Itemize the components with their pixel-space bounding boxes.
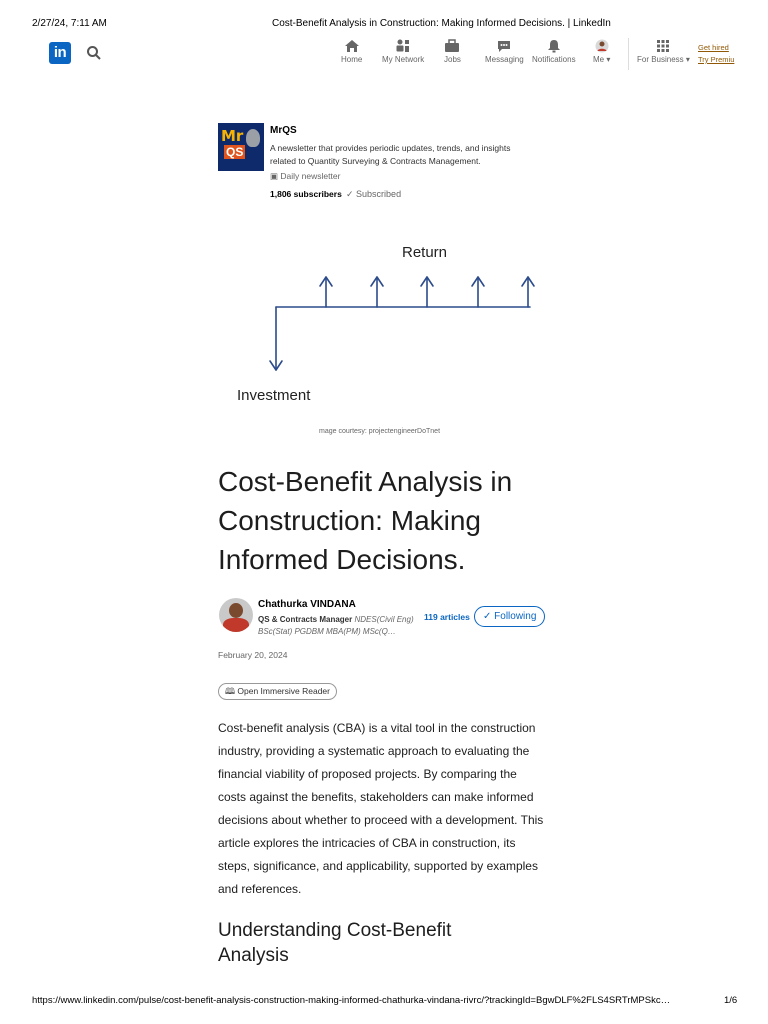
article-title: Cost-Benefit Analysis in Construction: Making Informed Decisions. — [218, 466, 513, 575]
nav-my-network[interactable] — [382, 39, 424, 64]
book-icon: 🕮 — [225, 686, 238, 696]
avatar-icon — [594, 39, 610, 53]
nav-home-label: Home — [341, 55, 363, 64]
following-button[interactable]: ✓ Following — [474, 606, 545, 627]
newsletter-logo[interactable] — [218, 123, 264, 171]
nav-notifications-label: Notifications — [532, 55, 576, 64]
cash-flow-diagram — [230, 235, 550, 435]
image-caption: mage courtesy: projectengineerDoTnet — [319, 428, 441, 435]
calendar-icon: ▣ — [270, 171, 281, 181]
author-name[interactable]: Chathurka VINDANA — [258, 599, 356, 610]
nav-for-business[interactable] — [637, 39, 690, 64]
newsletter-frequency-label: Daily newsletter — [280, 171, 341, 181]
alien-mascot-icon — [246, 129, 260, 147]
immersive-reader-label: Open Immersive Reader — [237, 686, 330, 696]
chat-icon — [496, 39, 512, 53]
nav-home[interactable] — [341, 39, 362, 64]
network-icon — [395, 39, 411, 53]
nav-jobs[interactable] — [444, 39, 461, 64]
nav-for-business-label: For Business — [637, 55, 684, 64]
author-article-count[interactable]: 119 articles — [424, 612, 470, 622]
avatar-body — [223, 618, 249, 632]
newsletter-frequency — [270, 171, 340, 182]
nav-divider — [628, 38, 629, 70]
section-heading: Understanding Cost-Benefit Analysis — [218, 920, 452, 966]
author-role: QS & Contracts Manager — [258, 615, 353, 624]
nav-my-network-label: My Network — [382, 55, 425, 64]
bell-icon — [546, 39, 562, 53]
newsletter-logo-qs: QS — [226, 145, 244, 159]
top-navigation — [0, 36, 768, 72]
home-icon — [344, 39, 360, 53]
nav-notifications[interactable] — [532, 39, 576, 64]
author-credentials: NDES(Civil Eng) BSc(Stat) PGDBM MBA(PM) MSc(Q… — [258, 615, 414, 636]
promo-line-2[interactable]: Try Premiu — [698, 55, 735, 64]
nav-me[interactable] — [593, 39, 610, 64]
avatar-head — [229, 603, 243, 618]
nav-jobs-label: Jobs — [444, 55, 461, 64]
newsletter-logo-mr: Mr — [221, 127, 244, 145]
print-datetime: 2/27/24, 7:11 AM — [32, 18, 107, 29]
print-page-number: 1/6 — [724, 995, 738, 1006]
linkedin-logo[interactable]: in — [49, 42, 71, 64]
newsletter-description: A newsletter that provides periodic updates, trends, and insights related to Quantity Surveying & Contracts Management. — [270, 143, 511, 166]
newsletter-subscriber-count: 1,806 subscribers — [270, 189, 342, 199]
chevron-down-icon: ▾ — [683, 55, 690, 64]
article-paragraph: Cost-benefit analysis (CBA) is a vital tool in the construction industry, providing a systematic approach to evaluating the financial viability of proposed projects. By comparing the costs against the benefits, stakeholders can make informed decisions about whether to proceed with a development. This article explores the intricacies of CBA in construction, its steps, significance, and applicability, supported by examples and references. — [218, 721, 544, 896]
publish-date: February 20, 2024 — [218, 650, 288, 660]
briefcase-icon — [444, 39, 460, 53]
chevron-down-icon: ▾ — [604, 55, 611, 64]
search-icon[interactable] — [86, 45, 102, 61]
newsletter-name[interactable]: MrQS — [270, 125, 297, 136]
print-url: https://www.linkedin.com/pulse/cost-benefit-analysis-construction-making-informed-chathurka-vindana-rivrc/?trackingId=BgwDLF%2FLS4SRTrMPSkc… — [32, 995, 671, 1006]
promo-line-1[interactable]: Get hired — [698, 43, 729, 52]
nav-messaging[interactable] — [485, 39, 524, 64]
grid-icon — [655, 39, 671, 53]
premium-promo[interactable] — [698, 42, 734, 66]
immersive-reader-button[interactable] — [218, 683, 337, 700]
return-label: Return — [402, 244, 448, 261]
nav-me-label: Me — [593, 55, 605, 64]
print-document-title: Cost-Benefit Analysis in Construction: Making Informed Decisions. | LinkedIn — [272, 18, 611, 29]
nav-messaging-label: Messaging — [485, 55, 524, 64]
investment-label: Investment — [237, 387, 311, 404]
author-avatar[interactable] — [219, 598, 253, 632]
subscribed-button[interactable]: ✓ Subscribed — [346, 189, 402, 199]
author-headline — [258, 614, 418, 638]
